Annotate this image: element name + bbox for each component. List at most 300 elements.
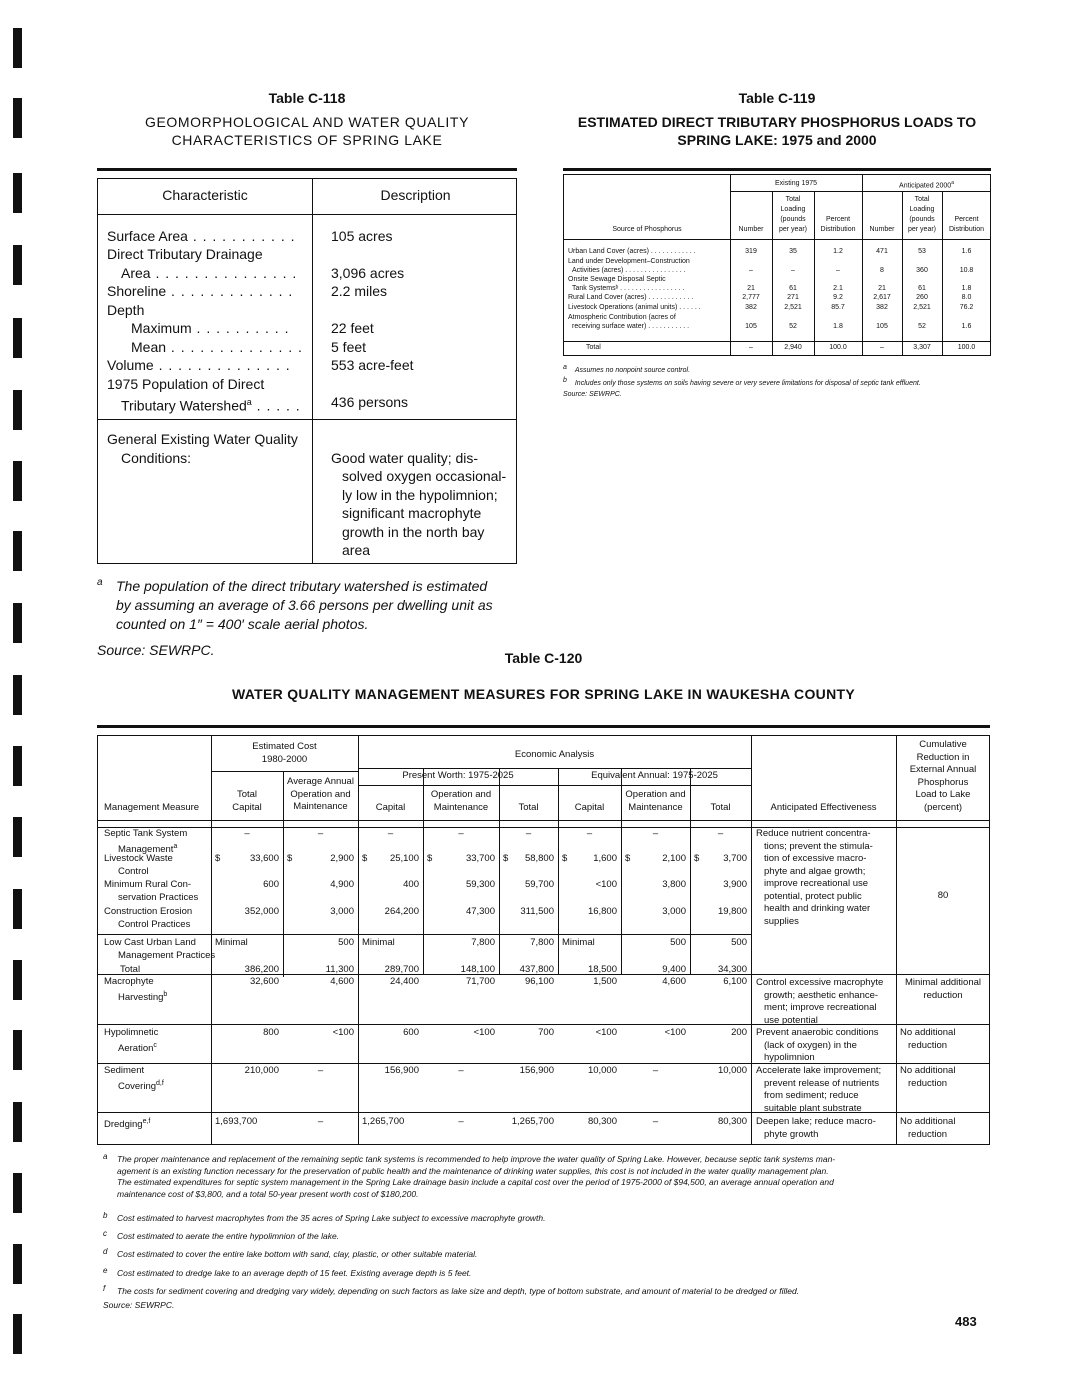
t119-row-value: 382 — [745, 304, 757, 311]
t120-cell-value: 500 — [338, 937, 354, 948]
t119-row-value: 1.8 — [833, 323, 843, 330]
t120-cell-value: 18,500 — [587, 964, 617, 975]
cum-dredge-2: reduction — [908, 1128, 948, 1140]
depth: Depth — [107, 302, 145, 318]
mean: Mean — [131, 339, 167, 355]
t120-cell-value: <100 — [473, 1027, 495, 1038]
t120-cell-value: 800 — [263, 1027, 279, 1038]
eff-hypo-3: hypolimnion — [764, 1052, 815, 1063]
t119-total-v3: – — [880, 344, 884, 351]
surface-area-value: 105 acres — [331, 228, 393, 244]
t120-cell-value: 16,800 — [587, 906, 617, 917]
t118-footnote-a-3: counted on 1″ = 400′ scale aerial photos. — [116, 616, 369, 632]
t120-cell-value: 10,000 — [587, 1065, 617, 1076]
t119-distribution-1: Distribution — [820, 226, 856, 233]
t120-cell-value: 386,200 — [244, 964, 279, 975]
t119-row-value: 61 — [918, 285, 926, 292]
t120-cum-3: External Annual — [909, 764, 977, 775]
t119-row-label: Livestock Operations (animal units) . . . . . . — [568, 304, 701, 311]
t120-cell-value: <100 — [664, 1027, 686, 1038]
area: Area — [121, 265, 151, 281]
t120-cell-value: 96,100 — [524, 976, 554, 987]
t119-row-value: 2,777 — [742, 294, 760, 301]
t120-cell-value: 352,000 — [244, 906, 279, 917]
t120-ea-operation: Operation and — [625, 789, 686, 800]
general-desc-6: area — [342, 542, 371, 558]
t120-cell-value: <100 — [595, 879, 617, 890]
t120-measure-text: Septic Tank System — [104, 828, 188, 839]
t120-measure-label — [118, 892, 198, 905]
t118-title-line1: GEOMORPHOLOGICAL AND WATER QUALITY — [144, 114, 470, 130]
t119-row-value: 471 — [876, 248, 888, 255]
t120-cell-value: 4,600 — [662, 976, 686, 987]
t119-row-value: 52 — [789, 323, 797, 330]
t120-ea-maintenance: Maintenance — [628, 801, 683, 813]
t120-cell-value: 19,800 — [717, 906, 747, 917]
t119-total-loading-2: Total — [914, 196, 930, 203]
t119-row-value: 76.2 — [959, 304, 974, 311]
mean-value: 5 feet — [331, 339, 367, 355]
eff-hypo-2: (lack of oxygen) in the — [764, 1039, 857, 1051]
t120-cell-value: 1,693,700 — [215, 1116, 258, 1127]
eff-group-7: health and drinking water — [764, 903, 871, 914]
t120-fn-a-1: The proper maintenance and replacement of the remaining septic tank systems is recommended to help improve the water quality of Spring Lake. However, because septic tank systems man- — [117, 1154, 836, 1164]
area-value: 3,096 acres — [331, 265, 405, 281]
t119-total-loading-1: Total — [785, 196, 801, 203]
direct-drainage: Direct Tributary Drainage — [107, 246, 263, 262]
eff-group-8: supplies — [764, 915, 799, 927]
t120-measure-label — [104, 1065, 144, 1078]
t119-total-v5: 100.0 — [957, 344, 976, 351]
t120-footnote-mark: e,f — [142, 1118, 151, 1125]
t120-cell-value: 1,265,700 — [511, 1116, 554, 1127]
t120-maintenance: Maintenance — [293, 801, 348, 812]
t120-measure-text: Construction Erosion — [104, 906, 193, 917]
t120-measure-text: Macrophyte — [104, 976, 154, 987]
t119-row-value: 1.6 — [961, 323, 972, 330]
eff-macro-1: Control excessive macrophyte — [756, 977, 884, 988]
t120-cum-4: Phosphorus — [917, 776, 969, 788]
t119-row-value: 52 — [918, 323, 926, 330]
cum-group-value: 80 — [937, 890, 949, 901]
t119-row-value: 319 — [745, 248, 757, 255]
t120-fn-f: The costs for sediment covering and dredging vary widely, depending on such factors as lake size and depth, type of bottom substrate, and amount of material to be dredged or filled. — [117, 1286, 800, 1296]
t120-cell-value: – — [458, 1116, 464, 1127]
t120-measure-label — [104, 879, 191, 892]
t119-total-v1: 2,940 — [784, 344, 802, 351]
t120-cell-value: 80,300 — [717, 1116, 747, 1127]
t119-pounds-1: (pounds — [780, 216, 806, 223]
t120-cell-value: 3,900 — [723, 879, 747, 890]
t120-measure-text: Low Cast Urban Land — [104, 937, 196, 948]
t119-row-value: 21 — [747, 285, 755, 292]
t120-label: Table C-120 — [504, 650, 583, 666]
t120-present-worth: Present Worth: 1975-2025 — [402, 770, 514, 781]
t120-cell-value: 4,600 — [330, 976, 354, 987]
t120-measure-label — [104, 1116, 150, 1132]
t120-measure-label — [104, 853, 173, 866]
t120-cell-value: – — [317, 1065, 324, 1076]
t119-row-value: 2.1 — [833, 285, 843, 292]
t119-loading-1: Loading — [780, 206, 806, 213]
t119-row-label: Atmospheric Contribution (acres of — [568, 314, 676, 321]
t120-cell-value: 600 — [263, 879, 279, 890]
t120-measure-text: Covering — [118, 1080, 157, 1092]
t120-measure-label — [118, 1040, 157, 1056]
t120-cum-6: (percent) — [923, 801, 962, 813]
eff-group-6: potential, protect public — [764, 890, 862, 902]
t119-percent-1: Percent — [825, 216, 851, 223]
t120-measure-text: Harvesting — [118, 991, 164, 1003]
population-line1: 1975 Population of Direct — [107, 376, 265, 392]
t120-measure-text: servation Practices — [118, 891, 199, 903]
t120-cell-value: 264,200 — [384, 906, 419, 917]
population-footnote-mark: a — [246, 397, 252, 407]
t120-cell-value: 156,900 — [519, 1065, 554, 1076]
t118-source: Source: SEWRPC. — [97, 642, 215, 658]
t119-row-label: Urban Land Cover (acres) . . . . . . . . . . . . — [568, 248, 696, 255]
t120-cell-value: – — [652, 1065, 659, 1076]
t120-est-years: 1980-2000 — [261, 753, 308, 765]
t119-pounds-2: (pounds — [909, 216, 935, 223]
t120-cell-value: 24,400 — [389, 976, 419, 987]
t120-cell-value: 32,600 — [249, 976, 279, 987]
t120-measure-text: Management Practices — [118, 949, 216, 961]
eff-macro-3: ment; improve recreational — [764, 1002, 877, 1013]
t120-cum-5: Load to Lake — [915, 789, 971, 800]
t120-cell-value: $ 33,600 — [215, 853, 279, 864]
t120-fn-a-3: The estimated expenditures for septic system management in the Spring Lake drainage basin include a capital cost over the period of 1975-2000 of $94,500, an average annual operation and — [117, 1177, 834, 1187]
t120-cell-value: 6,100 — [723, 976, 747, 987]
t119-title-line2: SPRING LAKE: 1975 and 2000 — [677, 132, 877, 148]
t120-ea-capital: Capital — [574, 802, 605, 813]
cum-hypo-2: reduction — [908, 1039, 948, 1051]
t120-cell-value: – — [317, 1116, 324, 1127]
t120-cum-2: Reduction in — [916, 751, 970, 763]
cum-sed-1: No additional — [900, 1065, 956, 1076]
table-c119 — [563, 174, 991, 356]
t120-cell-value: 9,400 — [662, 964, 686, 975]
t120-fn-a-4: maintenance cost of $3,800, and a total 50-year present worth cost of $180,200. — [117, 1188, 419, 1199]
t119-anticipated-mark: a — [951, 180, 954, 186]
general-desc-1: Good water quality; dis- — [331, 450, 479, 466]
t120-cell-value: 7,800 — [530, 937, 554, 948]
t119-source: Source: SEWRPC. — [563, 391, 622, 398]
t119-loading-2: Loading — [909, 206, 935, 213]
t119-row-value: 85.7 — [831, 304, 845, 311]
t119-row-value: – — [836, 267, 840, 274]
t120-cell-value: 80,300 — [587, 1116, 617, 1127]
t120-cell-value: 1,500 — [593, 976, 617, 987]
t120-economic-analysis: Economic Analysis — [514, 749, 595, 760]
t120-pw-total: Total — [518, 802, 539, 813]
cum-macro-2: reduction — [923, 989, 963, 1001]
volume: Volume — [107, 357, 154, 373]
page-number: 483 — [955, 1314, 977, 1329]
t118-label: Table C-118 — [268, 90, 346, 106]
t120-measure-label — [120, 964, 140, 977]
t120-measure-label — [104, 828, 187, 841]
cum-sed-2: reduction — [908, 1077, 948, 1089]
t120-cell-value: 47,300 — [465, 906, 495, 917]
t120-cell-value: 289,700 — [384, 964, 419, 975]
t119-row-value: 360 — [916, 267, 928, 274]
t119-row-value: 105 — [876, 323, 888, 330]
t120-pw-maintenance: Maintenance — [433, 801, 489, 813]
eff-group-1: Reduce nutrient concentra- — [756, 828, 871, 839]
t119-row-value: 9.2 — [833, 294, 843, 301]
t120-footnote-mark: c — [153, 1041, 157, 1049]
t120-fn-e: Cost estimated to dredge lake to an average depth of 15 feet. Existing average depth is 5 feet. — [117, 1268, 472, 1278]
t119-row-value: 8.0 — [961, 294, 972, 301]
t119-peryear-1: per year) — [778, 226, 807, 233]
t119-existing-header: Existing 1975 — [774, 180, 818, 187]
t119-row-value: 10.8 — [959, 267, 974, 274]
t119-total-v2: 100.0 — [829, 344, 847, 351]
col-description: Description — [380, 187, 451, 203]
t118-footnote-a-1: The population of the direct tributary watershed is estimated — [116, 578, 488, 594]
t120-measure-label — [118, 1078, 164, 1094]
t120-fn-a-2: agement is an existing function necessary for the preservation of public health and the maintenance of drinking water supplies, this cost is not included in the water quality management plan. — [117, 1165, 829, 1176]
t119-row-value: 2,617 — [873, 294, 891, 301]
t119-row-label: Onsite Sewage Disposal Septic — [568, 276, 666, 283]
t119-row-label: receiving surface water) . . . . . . . . . . . — [572, 323, 690, 330]
t120-measure-text: Control Practices — [118, 918, 191, 930]
eff-sed-4: suitable plant substrate — [764, 1102, 862, 1114]
t119-footnote-a: Assumes no nonpoint source control. — [574, 367, 691, 375]
t119-row-label: Land under Development–Construction — [568, 258, 690, 265]
population-line2: Tributary Watershed — [121, 397, 247, 414]
t120-effectiveness: Anticipated Effectiveness — [770, 802, 877, 813]
t119-row-value: 1.2 — [833, 248, 843, 255]
t120-measure-label — [118, 866, 149, 879]
t119-number-2: Number — [869, 226, 895, 233]
t120-cell-value: – — [586, 828, 593, 839]
t120-measure-text: Management — [118, 843, 174, 855]
t120-measure-label — [118, 989, 167, 1005]
t119-row-value: 2,521 — [784, 304, 802, 311]
t120-equivalent-annual: Equivalent Annual: 1975-2025 — [591, 770, 718, 781]
t119-source-col: Source of Phosphorus — [612, 226, 682, 233]
t120-est-cost: Estimated Cost — [252, 741, 317, 752]
t120-cell-value: 210,000 — [244, 1065, 279, 1076]
eff-group-4: phyte and algae growth; — [764, 865, 866, 877]
t120-measure-text: Sediment — [104, 1065, 145, 1076]
t119-row-value: – — [791, 267, 795, 274]
table-c118: Characteristic Description Surface Area . . . . . . . . . . . 105 acres Direct Tributary Drainage Area . . . . . . . . . . . . . . . 3,096 acres Shoreline . . . . . . . . . . . . . 2.2 miles Depth Maximum . . . . . . . . . . 22 feet Mean . . . . . . . . . . . . . . 5 feet Volume . . . . . . . . . . . . . . 553 acre-feet 1975 Population of Direct Tributary Watershed$^a$ . . . . . 436 persons General Existing Water Quality Conditions: Good water quality; dis- solved oxygen occasional- ly low in the hypolimnion; significant macrophyte growth in the north bay area — [97, 178, 517, 564]
t120-measure-label — [104, 1027, 158, 1040]
t119-row-value: 1.6 — [961, 248, 972, 255]
t120-measure-label — [118, 919, 190, 932]
t120-footnote-mark: a — [173, 842, 178, 850]
t120-cell-value: 500 — [670, 937, 686, 948]
t119-peryear-2: per year) — [907, 226, 936, 233]
eff-group-3: tion of excessive macro- — [764, 853, 867, 864]
t120-title: WATER QUALITY MANAGEMENT MEASURES FOR SPRING LAKE IN WAUKESHA COUNTY — [232, 686, 855, 702]
t120-pw-capital: Capital — [375, 802, 406, 813]
t120-cell-value: 311,500 — [520, 906, 554, 917]
t120-capital-est: Capital — [232, 801, 262, 813]
t119-row-value: 105 — [745, 323, 757, 330]
t120-cell-value: Minimal — [562, 937, 595, 948]
t120-avg-annual: Average Annual — [287, 776, 354, 787]
t120-measure-label — [104, 976, 154, 989]
t119-total-v0: – — [749, 344, 753, 351]
t120-cell-value: 3,000 — [662, 906, 686, 917]
t120-cell-value: $ 58,800 — [503, 853, 554, 864]
t119-label: Table C-119 — [738, 90, 816, 106]
t120-cell-value: 34,300 — [717, 964, 747, 975]
t119-row-label: Rural Land Cover (acres) . . . . . . . . . . . . — [568, 294, 694, 301]
t120-cell-value: – — [525, 828, 532, 839]
t119-number-1: Number — [738, 226, 764, 233]
t119-footnote-b: Includes only those systems on soils having severe or very severe limitations for disposal of septic tank effluent. — [574, 380, 921, 388]
t120-source: Source: SEWRPC. — [103, 1300, 175, 1310]
t120-cell-value: 400 — [403, 879, 419, 890]
t119-row-value: 2,521 — [913, 304, 931, 311]
t120-cell-value: 11,300 — [325, 964, 354, 975]
t120-cell-value: <100 — [595, 1027, 617, 1038]
t120-cell-value: 600 — [403, 1027, 419, 1038]
t120-cell-value: 4,900 — [330, 879, 354, 890]
t119-row-value: 53 — [918, 248, 926, 255]
t119-row-label: Activities (acres) . . . . . . . . . . . . . . . . — [572, 267, 686, 274]
eff-sed-1: Accelerate lake improvement; — [756, 1065, 882, 1076]
cum-hypo-1: No additional — [900, 1027, 956, 1038]
t119-row-value: 8 — [880, 267, 884, 274]
shoreline: Shoreline — [107, 283, 167, 299]
t120-footnote-mark: d,f — [156, 1079, 164, 1087]
eff-sed-3: from sediment; reduce — [764, 1090, 859, 1101]
t120-management-measure: Management Measure — [104, 802, 200, 813]
t120-measure-text: Hypolimnetic — [104, 1027, 159, 1038]
t119-row-value: 271 — [787, 294, 799, 301]
t120-cell-value: 437,800 — [519, 964, 554, 975]
t120-cell-value: – — [652, 828, 659, 839]
t120-cell-value: 3,000 — [330, 906, 354, 917]
t120-measure-text: Control — [118, 865, 149, 877]
eff-macro-2: growth; aesthetic enhance- — [764, 989, 879, 1001]
t119-row-value: 61 — [789, 285, 797, 292]
t119-title-line1: ESTIMATED DIRECT TRIBUTARY PHOSPHORUS LOADS TO — [577, 114, 977, 130]
t120-operation-and: Operation and — [290, 788, 351, 800]
t118-title-line2: CHARACTERISTICS OF SPRING LAKE — [171, 132, 443, 148]
general-desc-5: growth in the north bay — [342, 524, 485, 540]
t120-measure-text: Aeration — [118, 1042, 154, 1054]
t119-row-value: 35 — [789, 248, 797, 255]
maximum: Maximum — [131, 320, 192, 336]
t120-cell-value: $ 2,100 — [625, 853, 686, 864]
t120-cell-value: <100 — [332, 1027, 354, 1038]
t119-distribution-2: Distribution — [948, 226, 984, 233]
t120-total: Total — [236, 789, 258, 800]
t119-row-label: Tank Systemsᵇ . . . . . . . . . . . . . . . . . — [572, 285, 685, 292]
t120-cell-value: 3,800 — [662, 879, 686, 890]
t120-fn-d: Cost estimated to cover the entire lake bottom with sand, clay, plastic, or other suitable material. — [117, 1249, 478, 1259]
t120-cell-value: $ 3,700 — [694, 853, 747, 864]
t120-measure-label — [104, 906, 192, 919]
t120-cell-value: 1,265,700 — [362, 1116, 405, 1127]
eff-macro-4: use potential — [764, 1014, 818, 1026]
t120-measure-text: Dredging — [104, 1119, 143, 1131]
t120-cell-value: 7,800 — [471, 937, 495, 948]
general-desc-2: solved oxygen occasional- — [342, 468, 507, 484]
table-c120 — [97, 735, 990, 1145]
t119-row-value: – — [749, 267, 753, 274]
eff-hypo-1: Prevent anaerobic conditions — [756, 1027, 879, 1038]
t120-cell-value: 148,100 — [460, 964, 495, 975]
t120-cell-value: 200 — [731, 1027, 747, 1038]
volume-value: 553 acre-feet — [331, 357, 414, 373]
t119-row-value: 260 — [916, 294, 928, 301]
t120-cell-value: Minimal — [362, 937, 395, 948]
t120-cell-value: 700 — [538, 1027, 554, 1038]
t120-measure-text: Livestock Waste — [104, 853, 173, 864]
t120-cell-value: – — [717, 828, 724, 839]
t120-cell-value: – — [458, 828, 464, 839]
t120-measure-label — [118, 950, 215, 963]
t118-footnote-a-2: by assuming an average of 3.66 persons per dwelling unit as — [116, 597, 493, 613]
surface-area: Surface Area — [107, 228, 188, 244]
t120-cell-value: $ 1,600 — [562, 853, 617, 864]
t120-measure-label — [104, 937, 196, 950]
t120-cell-value: 71,700 — [465, 976, 495, 987]
t119-row-value: 382 — [876, 304, 888, 311]
t120-cum-1: Cumulative — [919, 739, 967, 750]
t120-cell-value: $ 33,700 — [427, 853, 495, 864]
t119-percent-2: Percent — [954, 216, 979, 223]
general-conditions-line1: General Existing Water Quality — [107, 431, 298, 447]
maximum-value: 22 feet — [331, 320, 374, 336]
cum-dredge-1: No additional — [900, 1116, 956, 1127]
general-desc-3: ly low in the hypolimnion; — [342, 487, 498, 503]
t120-cell-value: $ 2,900 — [287, 853, 354, 864]
t120-fn-b: Cost estimated to harvest macrophytes from the 35 acres of Spring Lake subject to excessive macrophyte growth. — [117, 1213, 546, 1223]
t120-cell-value: Minimal — [215, 937, 248, 948]
eff-group-5: improve recreational use — [764, 878, 869, 889]
t119-row-value: 21 — [878, 285, 886, 292]
eff-dredge-2: phyte growth — [764, 1128, 819, 1140]
col-characteristic: Characteristic — [162, 187, 248, 203]
eff-dredge-1: Deepen lake; reduce macro- — [756, 1116, 876, 1127]
t120-measure-text: Total — [120, 964, 141, 975]
cum-macro-1: Minimal additional — [904, 977, 982, 988]
general-conditions-line2: Conditions: — [121, 450, 192, 466]
population-value: 436 persons — [331, 394, 409, 410]
t119-total-label: Total — [586, 344, 601, 351]
general-desc-4: significant macrophyte — [342, 505, 482, 521]
t120-cell-value: $ 25,100 — [362, 853, 419, 864]
t120-cell-value: 156,900 — [384, 1065, 419, 1076]
t120-cell-value: 59,300 — [465, 879, 495, 890]
t119-total-v4: 3,307 — [913, 344, 931, 351]
t120-cell-value: – — [652, 1116, 659, 1127]
t120-pw-operation: Operation and — [430, 789, 492, 800]
t120-cell-value: – — [317, 828, 324, 839]
t119-anticipated-header: Anticipated 2000 — [899, 182, 952, 190]
eff-group-2: tions; prevent the stimula- — [764, 840, 873, 852]
t120-cell-value: 10,000 — [717, 1065, 747, 1076]
t120-cell-value: – — [244, 828, 250, 839]
t120-cell-value: – — [458, 1065, 464, 1076]
t120-cell-value: – — [387, 828, 394, 839]
t120-measure-text: Minimum Rural Con- — [104, 879, 192, 890]
eff-sed-2: prevent release of nutrients — [764, 1077, 880, 1089]
t120-ea-total: Total — [710, 802, 731, 813]
t120-footnote-mark: b — [163, 990, 168, 998]
t120-fn-c: Cost estimated to aerate the entire hypolimnion of the lake. — [117, 1231, 340, 1241]
t120-cell-value: 59,700 — [524, 879, 554, 890]
